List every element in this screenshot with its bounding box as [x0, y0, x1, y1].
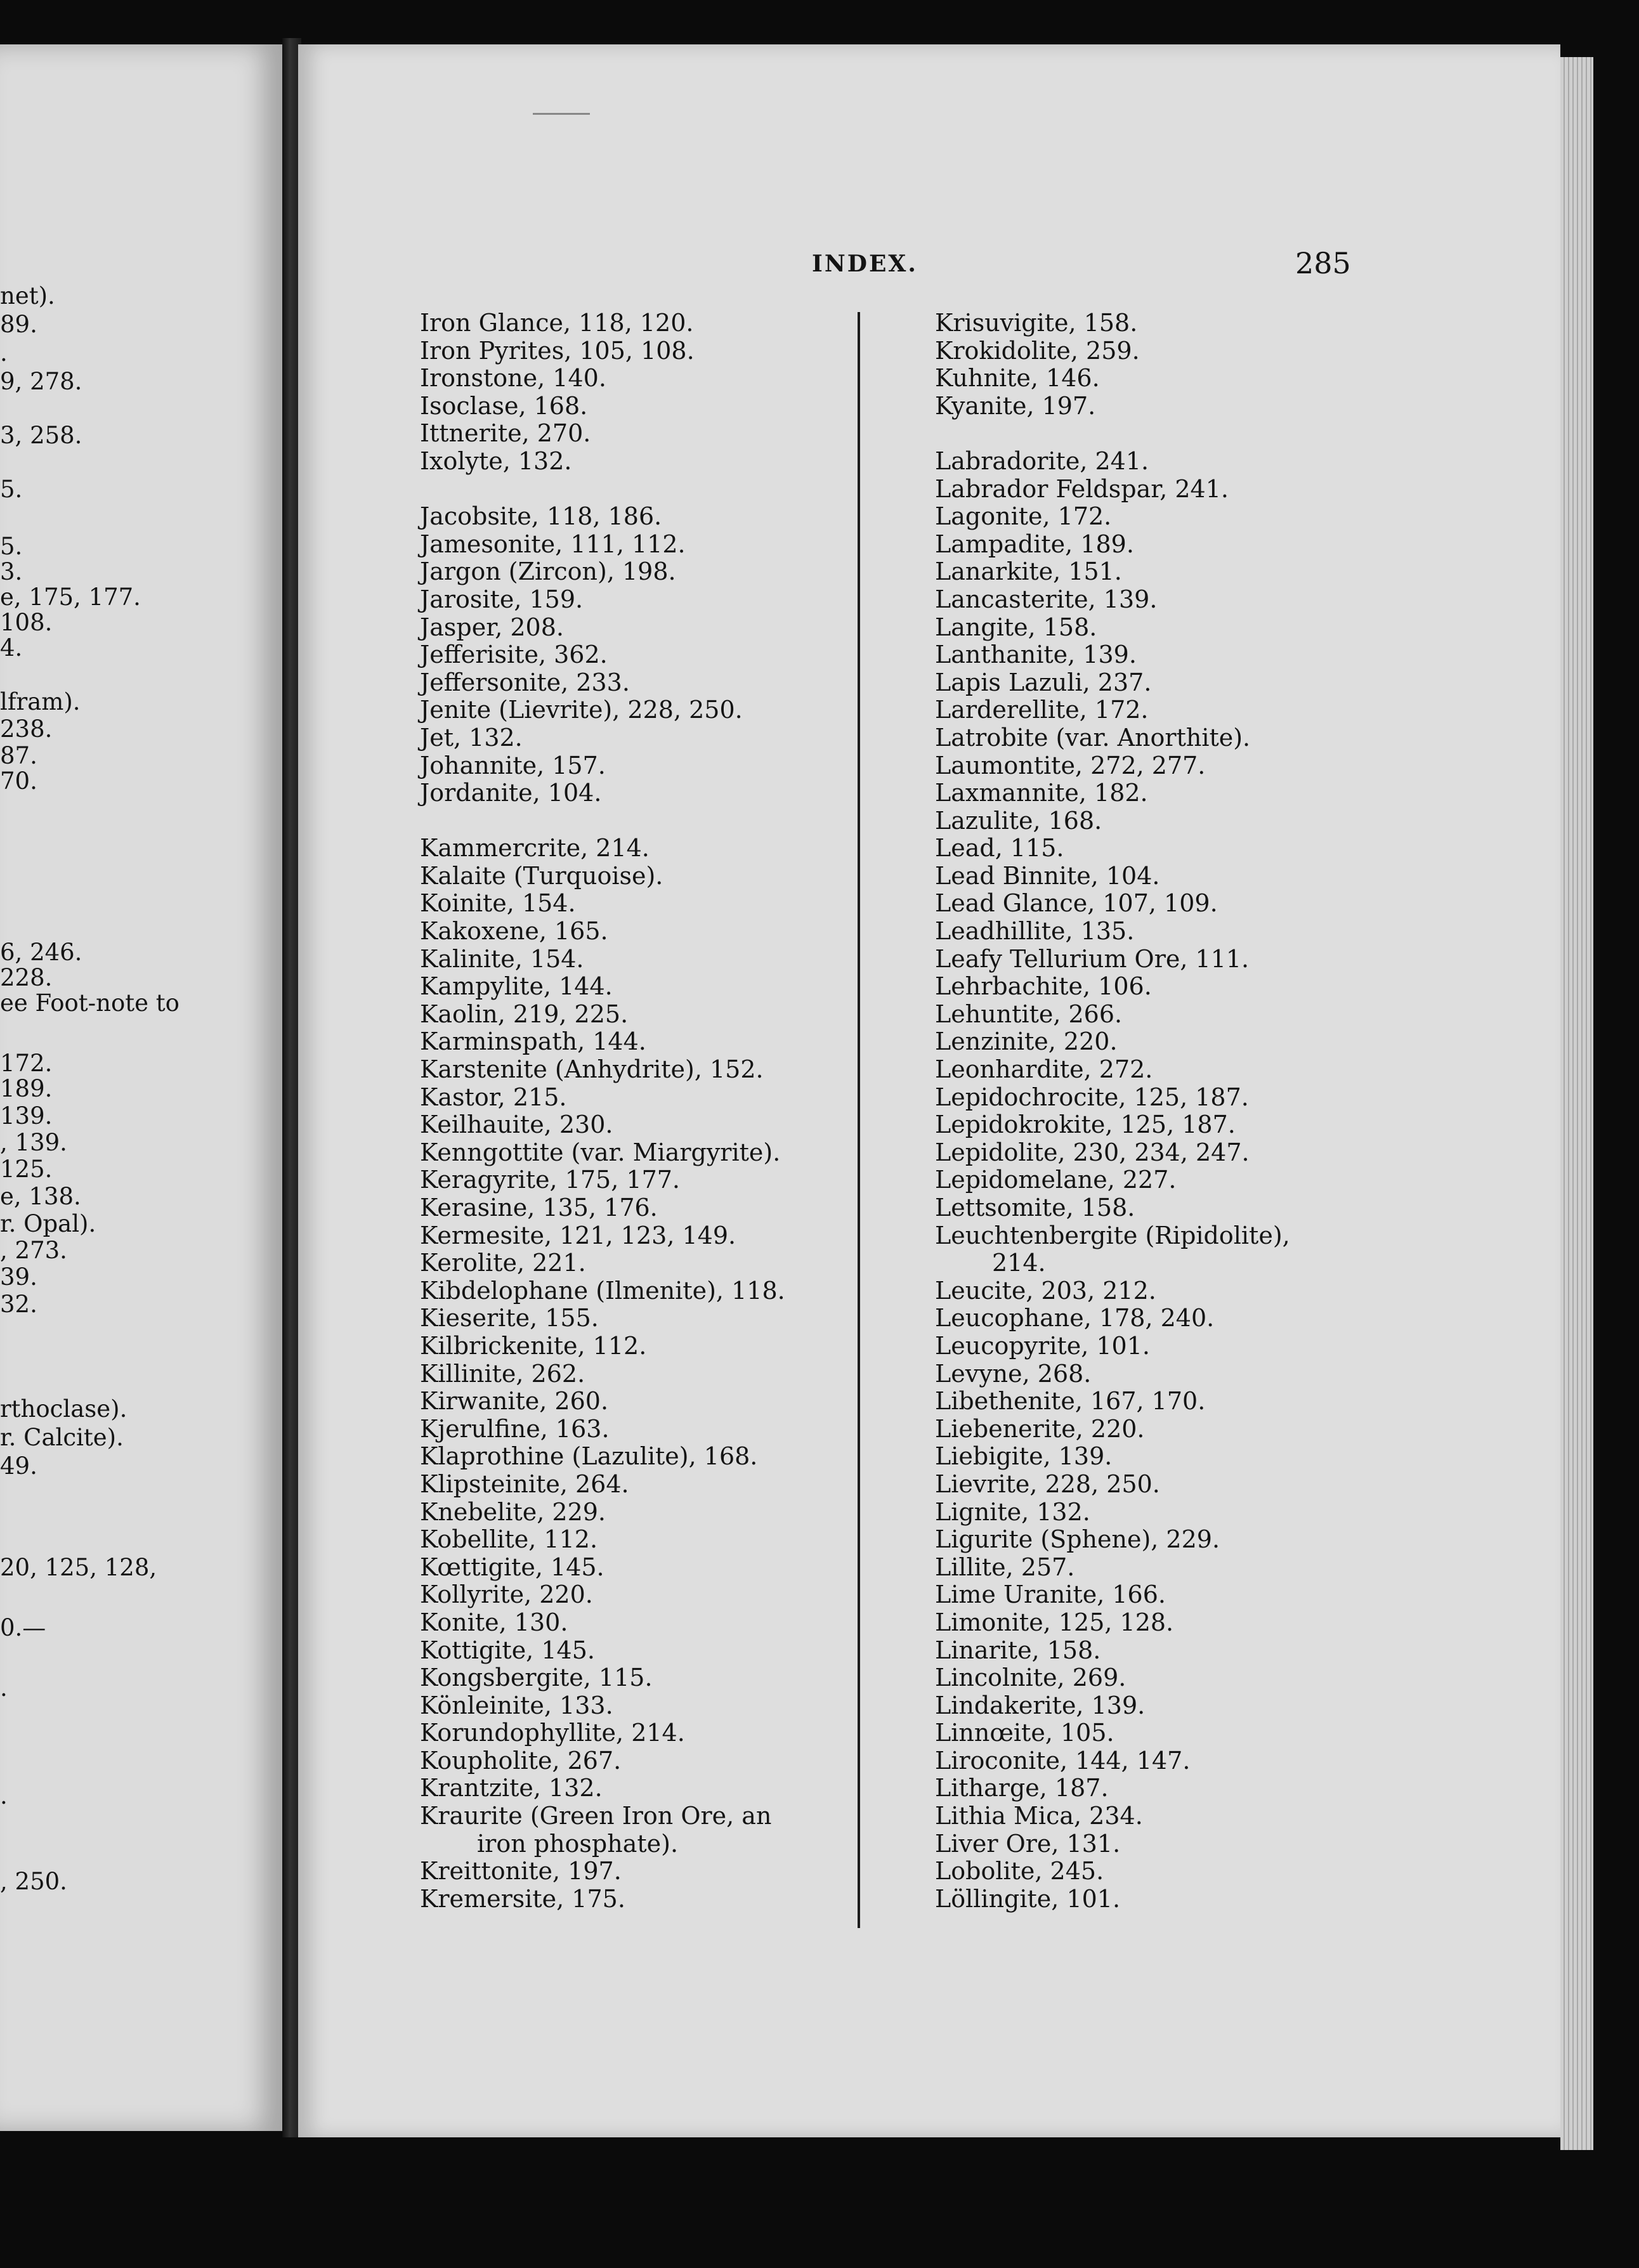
index-entry: Kyanite, 197.	[935, 391, 1096, 420]
section-gap	[935, 420, 1442, 448]
index-entry: Labradorite, 241.	[935, 446, 1149, 475]
index-column-left	[420, 310, 927, 1913]
facing-page-text: r. Calcite).	[0, 1424, 124, 1451]
index-entry: Kibdelophane (Ilmenite), 118.	[420, 1276, 785, 1305]
column-divider	[858, 312, 860, 1928]
index-entry: Ironstone, 140.	[420, 364, 606, 393]
index-entry: Kerasine, 135, 176.	[420, 1194, 658, 1222]
index-entry: Isoclase, 168.	[420, 391, 588, 420]
index-entry: Lapis Lazuli, 237.	[935, 668, 1152, 696]
index-entry: Lenzinite, 220.	[935, 1027, 1118, 1056]
index-entry: Kaolin, 219, 225.	[420, 1000, 629, 1028]
index-entry: Kottigite, 145.	[420, 1636, 595, 1664]
index-entry: Lagonite, 172.	[935, 502, 1112, 531]
facing-page-text: 3, 258.	[0, 422, 82, 449]
index-entry: Jacobsite, 118, 186.	[420, 502, 662, 531]
index-entry: Kalaite (Turquoise).	[420, 861, 663, 890]
facing-page-text: 89.	[0, 311, 37, 338]
index-entry: Langite, 158.	[935, 613, 1097, 641]
index-entry: Kilbrickenite, 112.	[420, 1331, 647, 1360]
facing-page-text: 5.	[0, 476, 23, 503]
index-entry: Jet, 132.	[420, 723, 523, 752]
index-entry: Lillite, 257.	[935, 1553, 1075, 1581]
facing-page-text: 238.	[0, 715, 53, 743]
index-entry: Kirwanite, 260.	[420, 1387, 609, 1416]
index-entry: Kalinite, 154.	[420, 944, 584, 973]
index-entry: Ittnerite, 270.	[420, 419, 591, 448]
index-entry: Lignite, 132.	[935, 1497, 1090, 1526]
index-entry: Korundophyllite, 214.	[420, 1719, 685, 1747]
facing-page-text: 0.—	[0, 1614, 46, 1641]
index-entry: Krantzite, 132.	[420, 1774, 603, 1802]
facing-page-text: 108.	[0, 609, 53, 636]
index-entry: Kreittonite, 197.	[420, 1857, 622, 1886]
index-entry: Liver Ore, 131.	[935, 1829, 1121, 1858]
index-entry: Kenngottite (var. Miargyrite).	[420, 1138, 781, 1166]
index-entry: Ixolyte, 132.	[420, 446, 572, 475]
index-entry: Levyne, 268.	[935, 1359, 1092, 1388]
index-entry: Kollyrite, 220.	[420, 1580, 593, 1609]
index-entry: Lepidokrokite, 125, 187.	[935, 1111, 1236, 1139]
index-entry: Jarosite, 159.	[420, 585, 584, 613]
index-entry: Lepidochrocite, 125, 187.	[935, 1083, 1249, 1111]
index-entry: Leafy Tellurium Ore, 111.	[935, 944, 1250, 973]
facing-page-text: 20, 125, 128,	[0, 1554, 157, 1581]
index-entry: Iron Pyrites, 105, 108.	[420, 336, 695, 365]
index-entry: Könleinite, 133.	[420, 1691, 613, 1719]
index-entry: Lime Uranite, 166.	[935, 1580, 1166, 1609]
index-entry: Kieserite, 155.	[420, 1304, 599, 1333]
index-entry: Lead Glance, 107, 109.	[935, 889, 1218, 918]
facing-page-text: 70.	[0, 767, 37, 795]
index-entry: Kongsbergite, 115.	[420, 1664, 653, 1692]
facing-page-text: 3.	[0, 558, 23, 585]
section-gap	[420, 476, 927, 504]
index-entry: Jordanite, 104.	[420, 779, 602, 807]
facing-page-text: 125.	[0, 1156, 53, 1183]
index-entry: Lazulite, 168.	[935, 806, 1102, 835]
index-entry: Kremersite, 175.	[420, 1884, 625, 1913]
index-entry: Lead Binnite, 104.	[935, 861, 1160, 890]
index-entry: Leucopyrite, 101.	[935, 1331, 1150, 1360]
index-entry: Kraurite (Green Iron Ore, an	[420, 1802, 772, 1830]
index-entry: Kermesite, 121, 123, 149.	[420, 1221, 736, 1249]
index-entry: Kampylite, 144.	[420, 972, 613, 1001]
facing-page-text: 87.	[0, 742, 37, 769]
index-entry: Kastor, 215.	[420, 1083, 567, 1111]
facing-page-text: 172.	[0, 1050, 53, 1077]
index-entry: Krokidolite, 259.	[935, 336, 1140, 365]
facing-page-text: r. Opal).	[0, 1210, 96, 1237]
index-column-right	[935, 310, 1442, 1913]
index-entry: Kuhnite, 146.	[935, 364, 1100, 393]
index-entry: Lanthanite, 139.	[935, 641, 1137, 669]
index-entry: Laxmannite, 182.	[935, 779, 1148, 807]
index-entry: Lettsomite, 158.	[935, 1194, 1135, 1222]
index-entry: Karstenite (Anhydrite), 152.	[420, 1055, 764, 1084]
facing-page-text: 4.	[0, 634, 23, 662]
facing-page-text: 9, 278.	[0, 368, 82, 395]
index-entry: Linarite, 158.	[935, 1636, 1101, 1664]
index-entry: Lindakerite, 139.	[935, 1691, 1146, 1719]
facing-page-text: e, 138.	[0, 1183, 81, 1210]
index-entry: Lanarkite, 151.	[935, 557, 1122, 586]
facing-page-text: .	[0, 1674, 8, 1702]
index-entry: Jargon (Zircon), 198.	[420, 557, 676, 586]
index-entry: Lievrite, 228, 250.	[935, 1470, 1160, 1498]
facing-page-text: , 250.	[0, 1868, 67, 1895]
facing-page-text: 39.	[0, 1263, 37, 1291]
page-number: 285	[1295, 246, 1351, 280]
facing-page-text: 5.	[0, 533, 23, 560]
index-entry: Libethenite, 167, 170.	[935, 1387, 1206, 1416]
index-entry: Leucite, 203, 212.	[935, 1276, 1156, 1305]
facing-page-text: 139.	[0, 1102, 53, 1130]
index-entry: Laumontite, 272, 277.	[935, 751, 1206, 779]
facing-page-text: , 273.	[0, 1237, 67, 1264]
index-entry: Linnœite, 105.	[935, 1719, 1114, 1747]
facing-page-text: ee Foot-note to	[0, 989, 180, 1017]
facing-page-text: net).	[0, 282, 55, 310]
index-entry: Leuchtenbergite (Ripidolite),	[935, 1221, 1290, 1249]
index-entry: Killinite, 262.	[420, 1359, 585, 1388]
index-entry: Knebelite, 229.	[420, 1497, 606, 1526]
facing-page-text: , 139.	[0, 1129, 67, 1156]
index-entry: Lampadite, 189.	[935, 530, 1134, 558]
facing-page-fragment	[0, 44, 282, 2131]
facing-page-text: 32.	[0, 1291, 37, 1318]
index-entry-continuation: iron phosphate).	[477, 1829, 679, 1858]
index-entry: Kœttigite, 145.	[420, 1553, 604, 1581]
index-entry: Iron Glance, 118, 120.	[420, 309, 694, 337]
index-entry: Klaprothine (Lazulite), 168.	[420, 1442, 758, 1471]
index-entry: Jasper, 208.	[420, 613, 564, 641]
index-entry: Lehuntite, 266.	[935, 1000, 1123, 1028]
index-entry: Johannite, 157.	[420, 751, 606, 779]
index-entry: Lithia Mica, 234.	[935, 1802, 1143, 1830]
facing-page-text: 6, 246.	[0, 939, 82, 966]
index-entry: Krisuvigite, 158.	[935, 309, 1138, 337]
index-entry: Konite, 130.	[420, 1608, 568, 1636]
facing-page-text: .	[0, 1782, 8, 1809]
index-entry: Limonite, 125, 128.	[935, 1608, 1174, 1636]
facing-page-text: lfram).	[0, 688, 81, 715]
running-head: INDEX.	[812, 251, 918, 277]
index-entry: Ligurite (Sphene), 229.	[935, 1525, 1220, 1554]
index-entry: Litharge, 187.	[935, 1774, 1109, 1802]
index-entry: Lincolnite, 269.	[935, 1664, 1126, 1692]
index-entry: Kjerulfine, 163.	[420, 1414, 610, 1443]
index-entry: Kakoxene, 165.	[420, 917, 608, 946]
index-entry: Lepidolite, 230, 234, 247.	[935, 1138, 1250, 1166]
index-entry: Lobolite, 245.	[935, 1857, 1104, 1886]
index-entry: Karminspath, 144.	[420, 1027, 646, 1056]
index-entry: Löllingite, 101.	[935, 1884, 1121, 1913]
index-entry: Kobellite, 112.	[420, 1525, 598, 1554]
facing-page-text: 228.	[0, 964, 53, 991]
index-entry: Labrador Feldspar, 241.	[935, 474, 1229, 503]
index-entry: Keragyrite, 175, 177.	[420, 1166, 681, 1194]
index-entry: Leadhillite, 135.	[935, 917, 1135, 946]
facing-page-text: .	[0, 339, 8, 367]
index-entry: Liebigite, 139.	[935, 1442, 1113, 1471]
index-entry: Lancasterite, 139.	[935, 585, 1158, 613]
index-entry-continuation: 214.	[992, 1249, 1046, 1277]
index-entry: Klipsteinite, 264.	[420, 1470, 629, 1498]
index-entry: Latrobite (var. Anorthite).	[935, 723, 1251, 752]
index-entry: Keilhauite, 230.	[420, 1111, 613, 1139]
index-entry: Liroconite, 144, 147.	[935, 1746, 1191, 1775]
smudge-mark	[533, 113, 590, 115]
index-entry: Leucophane, 178, 240.	[935, 1304, 1215, 1333]
facing-page-text: rthoclase).	[0, 1395, 127, 1423]
index-entry: Koinite, 154.	[420, 889, 576, 918]
index-entry: Leonhardite, 272.	[935, 1055, 1153, 1084]
index-entry: Jenite (Lievrite), 228, 250.	[420, 696, 743, 724]
index-entry: Jefferisite, 362.	[420, 641, 608, 669]
index-entry: Kerolite, 221.	[420, 1249, 586, 1277]
index-entry: Lead, 115.	[935, 834, 1064, 863]
index-entry: Larderellite, 172.	[935, 696, 1149, 724]
index-entry: Jamesonite, 111, 112.	[420, 530, 686, 558]
index-entry: Jeffersonite, 233.	[420, 668, 630, 696]
index-entry: Koupholite, 267.	[420, 1746, 622, 1775]
page-edges	[1560, 57, 1593, 2150]
index-entry: Lepidomelane, 227.	[935, 1166, 1177, 1194]
index-entry: Liebenerite, 220.	[935, 1414, 1145, 1443]
index-entry: Kammercrite, 214.	[420, 834, 650, 863]
facing-page-text: 189.	[0, 1075, 53, 1102]
facing-page-text: e, 175, 177.	[0, 583, 141, 611]
facing-page-text: 49.	[0, 1452, 37, 1480]
index-entry: Lehrbachite, 106.	[935, 972, 1152, 1001]
section-gap	[420, 807, 927, 835]
